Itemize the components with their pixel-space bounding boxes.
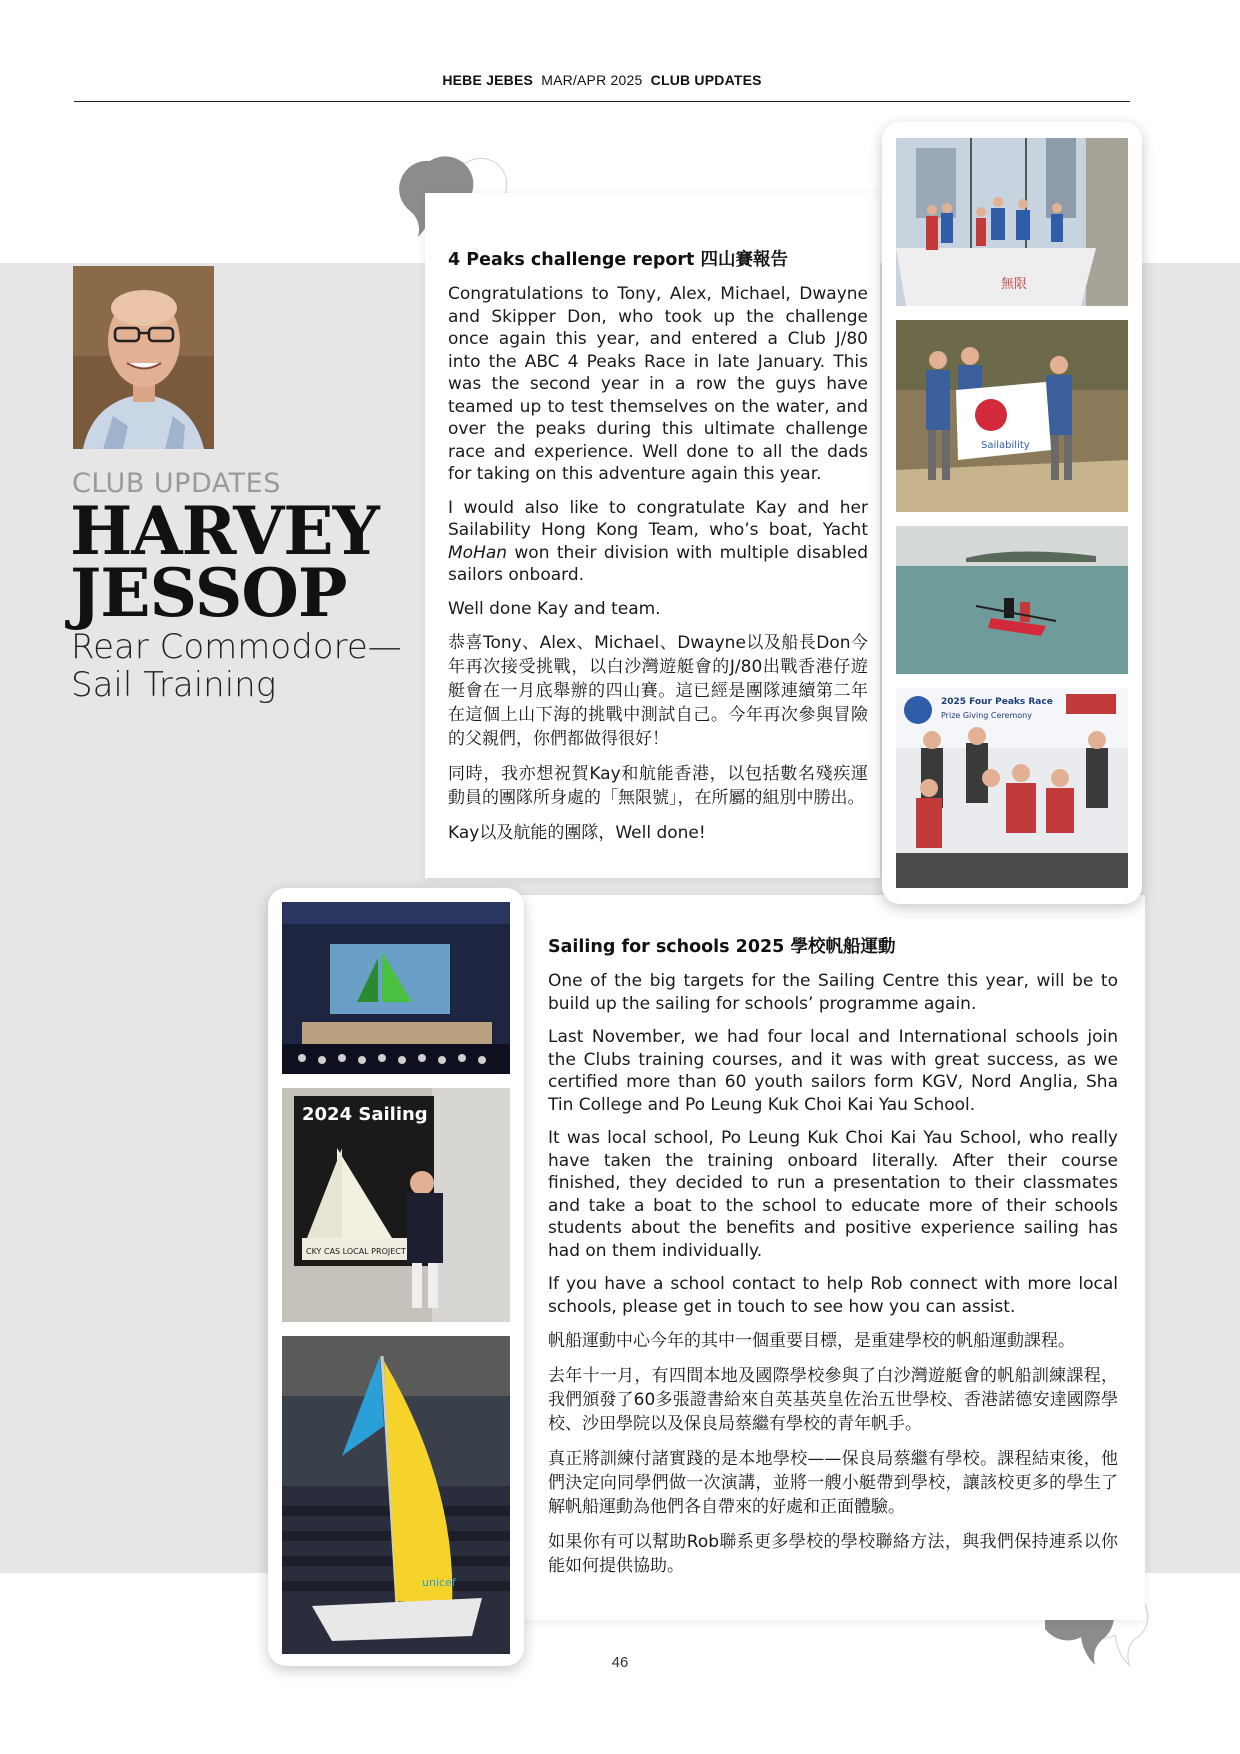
article-title: 4 Peaks challenge report 四山賽報告 (448, 250, 789, 270)
sail-brand: unicef (422, 1576, 456, 1589)
article-paragraph: If you have a school contact to help Rob connect with more local schools, please get in touch to see how you can assist. (548, 1274, 1118, 1317)
article-paragraph-zh: Kay以及航能的團隊，Well done! (448, 823, 706, 843)
article-paragraph: Congratulations to Tony, Alex, Michael, Dwayne and Skipper Don, who took up the challenge once again this year, and entered a Club J/80 into the ABC 4 Peaks Race in late January. This was the second year in a row the guys have teamed up to test themselves on the water, and over the peaks during this ultimate challenge race and experience. Well done to all the dads for taking on this adventure again this year. (448, 284, 868, 484)
photo-dinghy-in-hall (282, 1336, 510, 1654)
article-paragraph-zh: 真正將訓練付諸實踐的是本地學校——保良局蔡繼有學校。課程結束後，他們決定向同學們做一次演講，並將一艘小艇帶到學校，讓該校更多的學生了解帆船運動為他們各自帶來的好處和正面體驗。 (548, 1449, 1118, 1517)
name-last: JESSOP (70, 554, 347, 632)
photo-team-with-flag (896, 320, 1128, 512)
banner-title: 2025 Four Peaks Race (941, 697, 1053, 707)
profile-role (71, 628, 402, 704)
article-title: Sailing for schools 2025 學校帆船運動 (548, 937, 896, 957)
header-rule (74, 101, 1130, 102)
article-paragraph: One of the big targets for the Sailing Centre this year, will be to build up the sailing for schools’ programme again. (548, 971, 1118, 1014)
photo-kayak-on-water (896, 526, 1128, 674)
issue-date: MAR/APR 2025 (541, 72, 643, 88)
photo-school-presentation (282, 902, 510, 1074)
profile-section-label: CLUB UPDATES (72, 468, 281, 499)
article-4-peaks (448, 246, 868, 856)
boat-sign: 無限 (1001, 277, 1028, 292)
photo-column-left (268, 888, 524, 1666)
poster-caption: CKY CAS LOCAL PROJECT (306, 1247, 406, 1256)
publication-name: HEBE JEBES (442, 72, 534, 88)
article-paragraph: I would also like to congratulate Kay and her Sailability Hong Kong Team, who’s boat, Yacht MoHan won their division with multiple disabled sailors onboard. (448, 497, 868, 585)
poster-title: 2024 Sailing (302, 1104, 428, 1125)
article-paragraph-zh: 恭喜Tony、Alex、Michael、Dwayne以及船長Don今年再次接受挑戰，以白沙灣遊艇會的J/80出戰香港仔遊艇會在一月底舉辦的四山賽。這已經是團隊連續第二年在這個上山下海的挑戰中測試自己。今年再次參與冒險的父親們，你們都做得很好！ (448, 633, 868, 749)
header-section: CLUB UPDATES (650, 72, 762, 88)
photo-crew-on-yacht (896, 138, 1128, 306)
running-header (74, 72, 1130, 88)
name-first: HARVEY (70, 492, 379, 570)
photo-column-right (882, 122, 1142, 904)
article-paragraph: Well done Kay and team. (448, 598, 661, 619)
role-line-1: Rear Commodore— (71, 627, 402, 667)
photo-prize-giving (896, 688, 1128, 888)
article-paragraph-zh: 去年十一月，有四間本地及國際學校參與了白沙灣遊艇會的帆船訓練課程，我們頒發了60多張證書給來自英基英皇佐治五世學校、香港諾德安達國際學校、沙田學院以及保良局蔡繼有學校的青年帆手。 (548, 1366, 1118, 1434)
yacht-name: MoHan (448, 542, 508, 563)
article-paragraph-zh: 同時，我亦想祝賀Kay和航能香港，以包括數名殘疾運動員的團隊所身處的「無限號」，在所屬的組別中勝出。 (448, 764, 868, 808)
article-paragraph: Last November, we had four local and International schools join the Clubs training courses, and it was with great success, as we certified more than 60 youth sailors form KGV, Nord Anglia, Sha Tin College and Po Leung Kuk Choi Kai Yau School. (548, 1027, 1118, 1115)
banner-subtitle: Prize Giving Ceremony (941, 711, 1032, 720)
photo-student-poster (282, 1088, 510, 1322)
article-paragraph: It was local school, Po Leung Kuk Choi Kai Yau School, who really have taken the training onboard literally. After their course finished, they decided to run a presentation to their classmates and take a boat to the school to educate more of their schools students about the benefits and positive experience sailing has had on them individually. (548, 1128, 1118, 1261)
portrait-photo (73, 266, 214, 449)
profile-name (70, 492, 379, 632)
flag-text: Sailability (981, 440, 1030, 451)
article-paragraph-zh: 如果你有可以幫助Rob聯系更多學校的學校聯絡方法，與我們保持連系以你能如何提供協助。 (548, 1532, 1118, 1576)
article-sailing-for-schools (548, 933, 1118, 1589)
page-number: 46 (611, 1654, 629, 1671)
article-paragraph-zh: 帆船運動中心今年的其中一個重要目標，是重建學校的帆船運動課程。 (548, 1331, 1075, 1351)
role-line-2: Sail Training (71, 665, 277, 705)
